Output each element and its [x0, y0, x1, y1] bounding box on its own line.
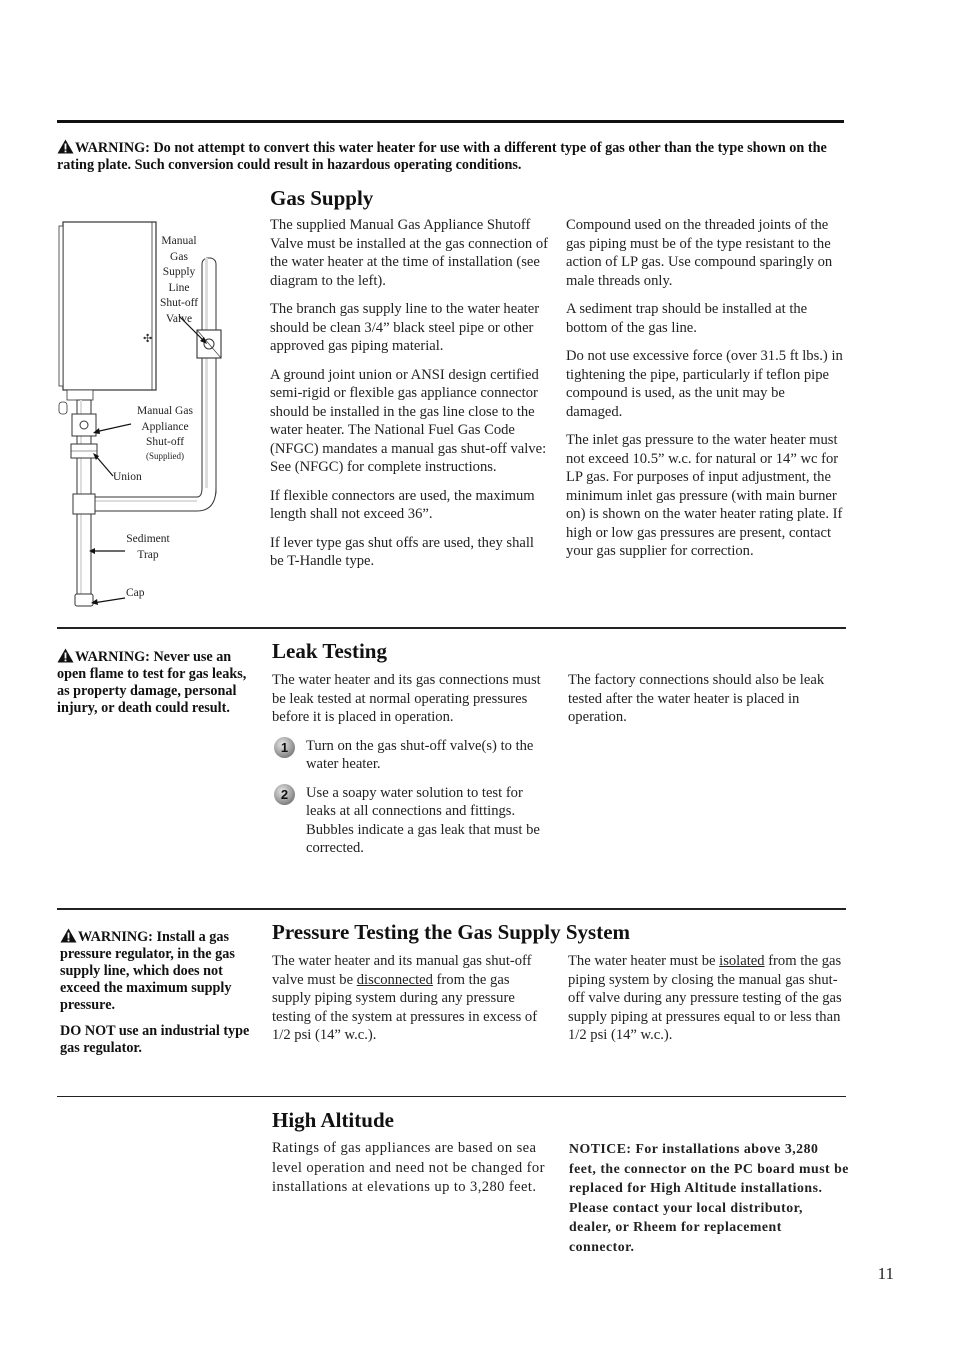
section-title-pressure-testing: Pressure Testing the Gas Supply System — [272, 920, 631, 944]
section-title-high-altitude: High Altitude — [272, 1108, 394, 1132]
leak-warning — [57, 648, 253, 717]
label-line: Sediment — [126, 533, 170, 545]
label-appliance-valve — [128, 404, 202, 462]
warning-icon — [57, 139, 74, 154]
section-rule — [57, 1096, 846, 1097]
text-span: The water heater and its manual gas shut-off valve must be — [272, 953, 532, 988]
warning-text-2: DO NOT use an industrial type gas regulator. — [60, 1023, 250, 1056]
underlined-term: isolated — [719, 953, 765, 969]
label-union: Union — [113, 471, 142, 483]
label-cap: Cap — [126, 587, 145, 599]
underlined-term: disconnected — [356, 971, 433, 988]
top-rule — [57, 120, 844, 123]
paragraph: Ratings of gas appliances are based on sea level operation and need not be changed for installations at elevations up to 3,280 feet. — [272, 1140, 545, 1195]
label-line: Valve — [165, 312, 193, 325]
step-text: Turn on the gas shut-off valve(s) to the water heater. — [306, 737, 534, 772]
high-altitude-col1 — [272, 1139, 550, 1208]
label-supplied: (Supplied) — [146, 450, 184, 461]
paragraph: The supplied Manual Gas Appliance Shutoff Valve must be installed at the gas connection of the water heater at the time of installation (see diagram to the left). — [270, 217, 549, 289]
text-span: The water heater must be — [568, 953, 720, 969]
warning-lead: WARNING: — [75, 140, 150, 156]
label-line: Manual — [161, 235, 197, 247]
high-altitude-notice — [569, 1139, 849, 1266]
warning-icon — [60, 928, 77, 943]
paragraph: The inlet gas pressure to the water heater must not exceed 10.5” w.c. for natural or 14” wc for LP gas. For purposes of input adjustment, the minimum inlet gas pressure (with main burner on) is shown on the water heater rating plate. If high or low gas pressures are present, contact your gas supplier for correction. — [566, 432, 843, 559]
paragraph: Do not use excessive force (over 31.5 ft lbs.) in tightening the pipe, particularly if teflon pipe compound is used, as the unit may be damaged. — [566, 348, 843, 420]
warning-lead: WARNING: — [78, 929, 153, 945]
text-span: from the gas piping system by closing the manual gas shut-off valve during any pressure testing of the gas supply piping at pressures equal to or less than — [568, 953, 842, 1025]
label-line: Gas — [170, 250, 188, 263]
step-number-icon: 2 — [274, 784, 295, 805]
section-title-leak-testing: Leak Testing — [272, 639, 387, 663]
paragraph: If flexible connectors are used, the maximum length shall not exceed 36”. — [270, 487, 535, 522]
leak-testing-col2 — [568, 671, 846, 737]
warning-text: Do not attempt to convert this water heater for use with a different type of gas other than the type shown on the rating plate. Such conversion could result in hazardous operating conditions. — [57, 140, 827, 173]
section-rule — [57, 627, 846, 629]
step-text: Use a soapy water solution to test for leaks at all connections and fittings. Bubbles indicate a gas leak that must be corrected. — [306, 784, 540, 856]
paragraph: The water heater and its gas connections must be leak tested at normal operating pressures before it is placed in operation. — [272, 672, 541, 725]
notice-text: NOTICE: For installations above 3,280 feet, the connector on the PC board must be replaced for High Altitude installations. Please contact your local distributor, dealer, or Rheem for replacement connector. — [569, 1141, 849, 1254]
section-rule — [57, 908, 846, 910]
text-span: from the gas supply piping system during any pressure testing of the system at pressures in excess of 1/2 psi (14” w.c.). — [272, 971, 538, 1043]
label-line: Manual Gas — [137, 405, 193, 417]
step-1 — [272, 737, 552, 774]
top-warning — [57, 139, 847, 174]
label-line: Supply — [162, 266, 196, 278]
heater-mark: ✣ — [143, 332, 153, 345]
pressure-testing-col1 — [272, 952, 548, 1055]
gas-supply-col2 — [566, 216, 844, 571]
warning-text: Install a gas pressure regulator, in the gas supply line, which does not exceed the maximum supply pressure. — [60, 929, 235, 1013]
paragraph: A sediment trap should be installed at the bottom of the gas line. — [566, 301, 808, 336]
leak-testing-col1 — [272, 671, 552, 868]
pressure-testing-col2 — [568, 952, 846, 1055]
section-title-gas-supply: Gas Supply — [270, 186, 374, 210]
label-supply-valve — [152, 234, 206, 327]
paragraph: Compound used on the threaded joints of the gas piping must be of the type resistant to the action of LP gas. Use compound sparingly on male threads only. — [566, 217, 833, 289]
warning-text: Never use an open flame to test for gas leaks, as property damage, personal injury, or death could result. — [57, 649, 247, 716]
pressure-warning — [60, 928, 252, 1057]
label-line: Appliance — [141, 420, 189, 433]
label-line: Shut-off — [145, 436, 185, 448]
label-line: Line — [168, 281, 190, 294]
paragraph: A ground joint union or ANSI design certified semi-rigid or flexible gas appliance connector should be installed in the gas line close to the water heater. The National Fuel Gas Code (NFGC) mandates a manual gas shut-off valve: See (NFGC) for complete instructions. — [270, 366, 547, 475]
paragraph: If lever type gas shut offs are used, they shall be T-Handle type. — [270, 534, 534, 569]
label-line: Shut-off — [159, 297, 199, 309]
warning-lead: WARNING: — [75, 649, 150, 665]
step-number-icon: 1 — [274, 737, 295, 758]
label-line: Trap — [137, 548, 159, 561]
page-number: 11 — [877, 1264, 894, 1283]
text-span: 1/2 psi (14” w.c.). — [568, 1027, 673, 1043]
paragraph: The branch gas supply line to the water heater should be clean 3/4” black steel pipe or other approved gas piping material. — [270, 301, 540, 354]
label-sediment-trap — [118, 532, 178, 563]
gas-supply-col1 — [270, 216, 550, 581]
warning-icon — [57, 648, 74, 663]
paragraph: The factory connections should also be leak tested after the water heater is placed in operation. — [568, 672, 825, 725]
step-2 — [272, 784, 552, 858]
